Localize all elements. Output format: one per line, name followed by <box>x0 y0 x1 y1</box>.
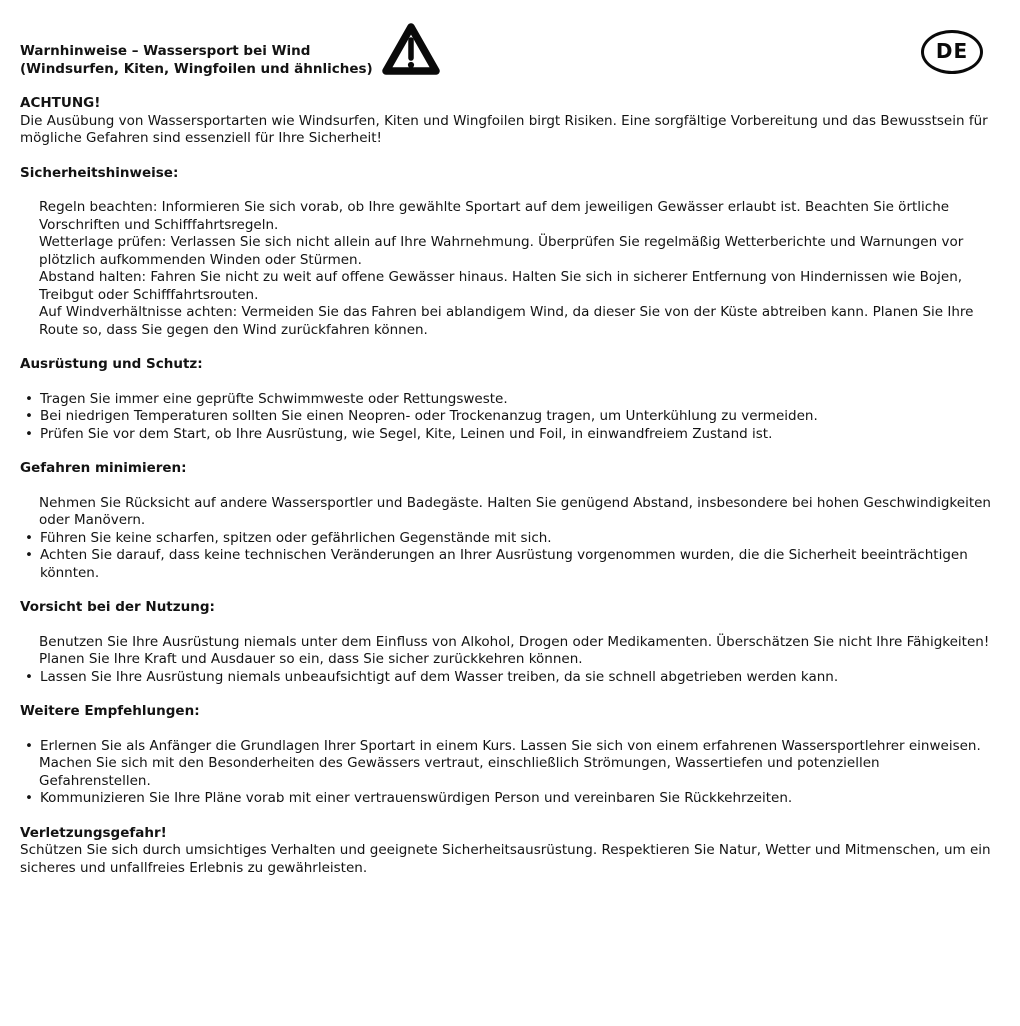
section-heading: Weitere Empfehlungen: <box>20 703 200 719</box>
bullet-item <box>25 408 995 426</box>
page-title-line-2: (Windsurfen, Kiten, Wingfoilen und ähnliches) <box>20 61 373 77</box>
indented-paragraph: Auf Windverhältnisse achten: Vermeiden Sie das Fahren bei ablandigem Wind, da dieser Sie von der Küste abtreiben kann. Planen Sie Ihre Route so, dass Sie gegen den Wind zurückfahren können. <box>39 304 974 338</box>
indented-paragraph: Wetterlage prüfen: Verlassen Sie sich nicht allein auf Ihre Wahrnehmung. Überprüfen Sie regelmäßig Wetterberichte und Warnungen vor plötzlich aufkommenden Winden oder Stürmen. <box>39 234 964 268</box>
bullet-text: Erlernen Sie als Anfänger die Grundlagen Ihrer Sportart in einem Kurs. Lassen Sie sich von einem erfahrenen Wassersportlehrer einweisen. <box>40 737 981 754</box>
bullet-item <box>25 547 995 582</box>
section-heading: Vorsicht bei der Nutzung: <box>20 599 215 615</box>
section-heading: Sicherheitshinweise: <box>20 164 179 181</box>
language-badge <box>921 30 983 74</box>
indented-paragraph: Abstand halten: Fahren Sie nicht zu weit auf offene Gewässer hinaus. Halten Sie sich in sicherer Entfernung von Hindernissen wie Bojen, Treibgut oder Schifffahrtsrouten. <box>39 269 963 303</box>
bullet-marker-icon: • <box>25 425 33 442</box>
bullet-marker-icon: • <box>25 737 33 754</box>
bullet-item <box>25 425 995 444</box>
section-heading: ACHTUNG! <box>20 95 101 111</box>
page-title-line-1: Warnhinweise – Wassersport bei Wind <box>20 43 311 59</box>
indented-paragraph: Nehmen Sie Rücksicht auf andere Wassersportler und Badegäste. Halten Sie genügend Abstand, insbesondere bei hohen Geschwindigkeiten oder Manövern. <box>39 494 991 528</box>
bullet-marker-icon: • <box>25 529 33 546</box>
language-badge-label: DE <box>935 39 969 64</box>
indented-paragraph: Machen Sie sich mit den Besonderheiten des Gewässers vertraut, einschließlich Strömungen, Wassertiefen und potenziellen Gefahrenstellen. <box>39 755 880 789</box>
bullet-text: Prüfen Sie vor dem Start, ob Ihre Ausrüstung, wie Segel, Kite, Leinen und Foil, in einwandfreiem Zustand ist. <box>40 425 773 442</box>
document-header <box>20 21 995 78</box>
sections <box>20 95 995 877</box>
paragraph: Die Ausübung von Wassersportarten wie Windsurfen, Kiten und Wingfoilen birgt Risiken. Eine sorgfältige Vorbereitung und das Bewusstsein für mögliche Gefahren sind essenziell für Ihre Sicherheit! <box>20 112 988 146</box>
bullet-item <box>25 737 995 756</box>
bullet-item <box>25 668 995 687</box>
indented-paragraph: Benutzen Sie Ihre Ausrüstung niemals unter dem Einfluss von Alkohol, Drogen oder Medikamenten. Überschätzen Sie nicht Ihre Fähigkeiten! Planen Sie Ihre Kraft und Ausdauer so ein, dass Sie sicher zurückkehren können. <box>39 633 990 667</box>
page-title <box>20 42 373 78</box>
bullet-item <box>25 790 995 808</box>
section-heading: Gefahren minimieren: <box>20 460 187 476</box>
bullet-text: Führen Sie keine scharfen, spitzen oder gefährlichen Gegenstände mit sich. <box>40 529 552 546</box>
bullet-item <box>25 390 995 409</box>
bullet-text: Lassen Sie Ihre Ausrüstung niemals unbeaufsichtigt auf dem Wasser treiben, da sie schnell abgetrieben werden kann. <box>40 668 839 685</box>
bullet-marker-icon: • <box>25 390 33 407</box>
bullet-item <box>25 529 995 548</box>
bullet-text: Achten Sie darauf, dass keine technischen Veränderungen an Ihrer Ausrüstung vorgenommen wurden, die die Sicherheit beeinträchtigen könnten. <box>40 547 968 581</box>
bullet-marker-icon: • <box>25 790 33 806</box>
bullet-text: Tragen Sie immer eine geprüfte Schwimmweste oder Rettungsweste. <box>40 390 508 407</box>
bullet-text: Bei niedrigen Temperaturen sollten Sie einen Neopren- oder Trockenanzug tragen, um Unterkühlung zu vermeiden. <box>40 408 818 424</box>
warning-triangle-icon <box>381 21 441 78</box>
indented-paragraph: Regeln beachten: Informieren Sie sich vorab, ob Ihre gewählte Sportart auf dem jeweiligen Gewässer erlaubt ist. Beachten Sie örtliche Vorschriften und Schifffahrtsregeln. <box>39 199 950 233</box>
bullet-marker-icon: • <box>25 668 33 685</box>
bullet-marker-icon: • <box>25 408 33 424</box>
section-heading: Verletzungsgefahr! <box>20 824 167 841</box>
bullet-text: Kommunizieren Sie Ihre Pläne vorab mit einer vertrauenswürdigen Person und vereinbaren Sie Rückkehrzeiten. <box>40 790 793 806</box>
section-heading: Ausrüstung und Schutz: <box>20 356 203 372</box>
bullet-marker-icon: • <box>25 547 33 563</box>
paragraph: Schützen Sie sich durch umsichtiges Verhalten und geeignete Sicherheitsausrüstung. Respektieren Sie Natur, Wetter und Mitmenschen, um ein sicheres und unfallfreies Erlebnis zu gewährleisten. <box>20 842 991 876</box>
